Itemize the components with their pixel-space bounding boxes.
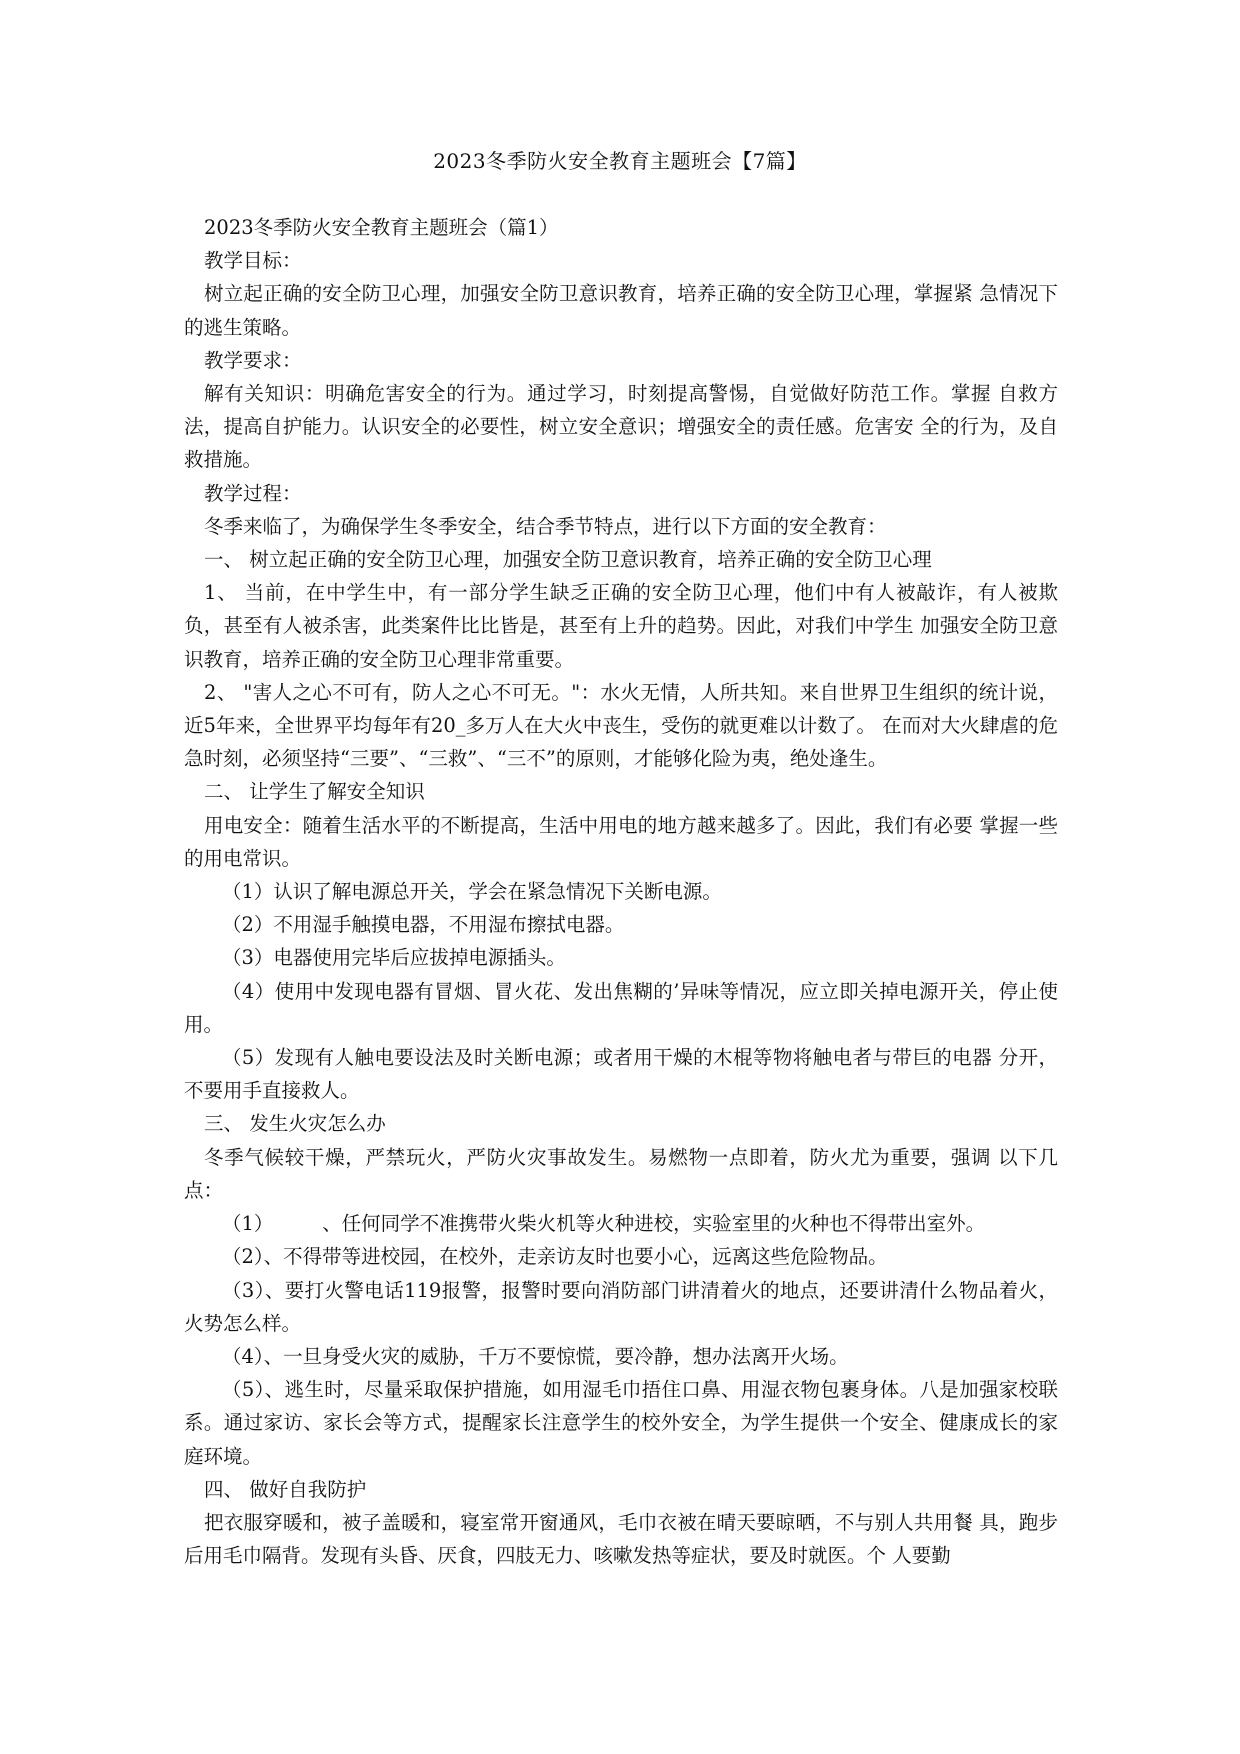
document-title: 2023冬季防火安全教育主题班会【7篇】 [433, 149, 807, 173]
paragraph: 冬季来临了，为确保学生冬季安全，结合季节特点，进行以下方面的安全教育： [204, 514, 887, 538]
paragraph: （2）、不得带等进校园，在校外，走亲访友时也要小心，远离这些危险物品。 [222, 1245, 888, 1269]
paragraph: 把衣服穿暖和，被子盖暖和，寝室常开窗通风，毛巾衣被在晴天要晾晒，不与别人共用餐 具，跑步后用毛巾隔背。发现有头昏、厌食，四肢无力、咳嗽发热等症状，要及时就医。个 人要勤 [184, 1510, 1058, 1568]
paragraph: （4）、一旦身受火灾的威胁，千万不要惊慌，要冷静，想办法离开火场。 [222, 1344, 849, 1368]
paragraph: （2）不用湿手触摸电器，不用湿布擦拭电器。 [222, 913, 625, 937]
paragraph: （1）认识了解电源总开关，学会在紧急情况下关断电源。 [222, 880, 722, 904]
paragraph: 二、 让学生了解安全知识 [204, 780, 425, 804]
paragraph: 三、 发生火灾怎么办 [204, 1112, 386, 1136]
paragraph: 1、 当前，在中学生中，有一部分学生缺乏正确的安全防卫心理，他们中有人被敲诈，有人被欺负，甚至有人被杀害，此类案件比比皆是，甚至有上升的趋势。因此，对我们中学生 加强安全防卫意识教育，培养正确的安全防卫心理非常重要。 [184, 581, 1058, 671]
paragraph: （1） 、任何同学不准携带火柴火机等火种进校，实验室里的火种也不得带出室外。 [222, 1212, 986, 1236]
paragraph: 用电安全：随着生活水平的不断提高，生活中用电的地方越来越多了。因此，我们有必要 掌握一些的用电常识。 [184, 813, 1058, 870]
paragraph: 2、 "害人之心不可有，防人之心不可无。"：水火无情，人所共知。来自世界卫生组织的统计说，近5年来，全世界平均每年有20_多万人在大火中丧生，受伤的就更难以计数了。 在而对大火肆虐的危急时刻，必须坚持“三要”、“三救”、“三不”的原则，才能够化险为夷，绝处逢生。 [184, 680, 1058, 771]
paragraph: （3）电器使用完毕后应拔掉电源插头。 [222, 946, 566, 970]
paragraph: 解有关知识：明确危害安全的行为。通过学习，时刻提高警惕，自觉做好防范工作。掌握 自救方法，提高自护能力。认识安全的必要性，树立安全意识；增强安全的责任感。危害安 全的行为，及自救措施。 [184, 382, 1058, 472]
paragraph: 四、 做好自我防护 [204, 1477, 367, 1501]
paragraph: 冬季气候较干燥，严禁玩火，严防火灾事故发生。易燃物一点即着，防火尤为重要，强调 以下几点： [184, 1145, 1058, 1202]
paragraph: （4）使用中发现电器有冒烟、冒火花、发出焦糊的’异味等情况，应立即关掉电源开关，停止使用。 [184, 979, 1058, 1036]
paragraph: 2023冬季防火安全教育主题班会（篇1） [204, 216, 559, 239]
paragraph: （5）发现有人触电要设法及时关断电源；或者用干燥的木棍等物将触电者与带巨的电器 分开，不要用手直接救人。 [184, 1046, 1058, 1103]
paragraph: （3）、要打火警电话119报警，报警时要向消防部门讲清着火的地点，还要讲清什么物品着火，火势怎么样。 [184, 1278, 1058, 1335]
document-body [184, 211, 1058, 1572]
paragraph: 教学目标： [204, 249, 302, 273]
paragraph: 教学过程： [204, 481, 302, 505]
paragraph: 教学要求： [204, 348, 302, 372]
paragraph: 一、 树立起正确的安全防卫心理，加强安全防卫意识教育，培养正确的安全防卫心理 [204, 548, 932, 572]
paragraph: （5）、逃生时，尽量采取保护措施，如用湿毛巾捂住口鼻、用湿衣物包裹身体。八是加强家校联系。通过家访、家长会等方式，提醒家长注意学生的校外安全，为学生提供一个安全、健康成长的家庭环境。 [184, 1378, 1058, 1468]
paragraph: 树立起正确的安全防卫心理，加强安全防卫意识教育，培养正确的安全防卫心理，掌握紧 急情况下的逃生策略。 [184, 282, 1058, 339]
